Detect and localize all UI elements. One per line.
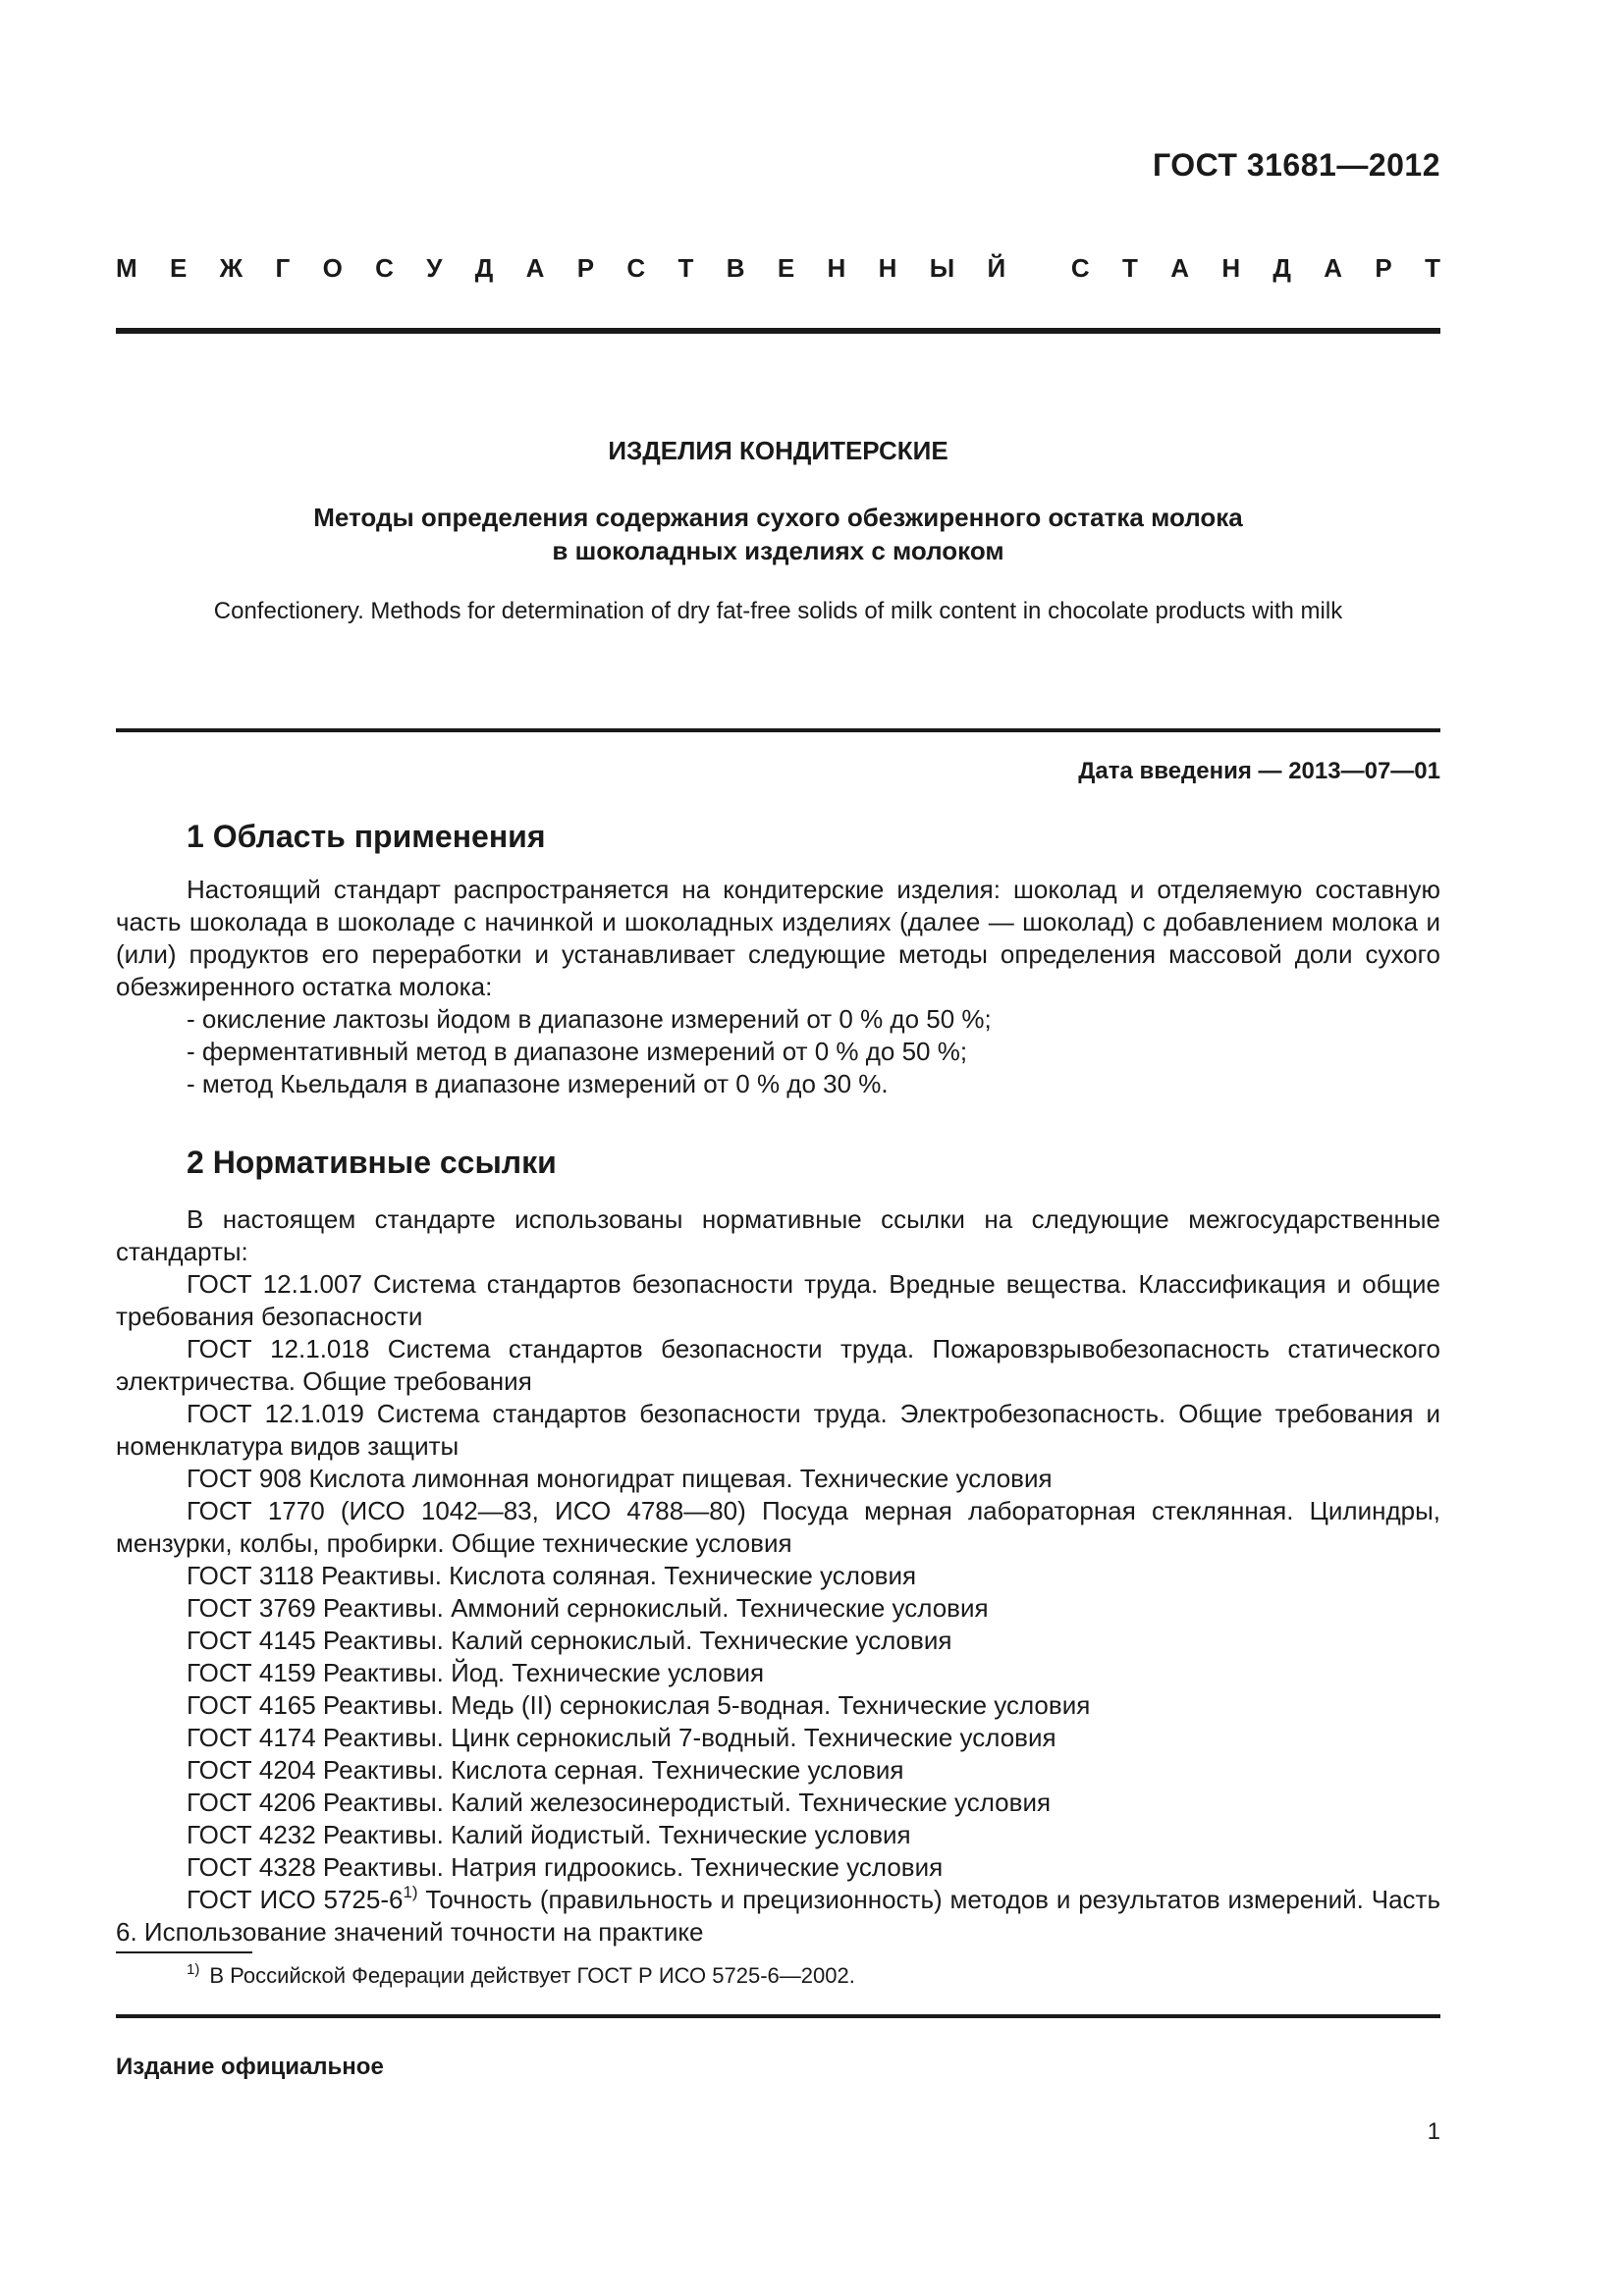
subtitle-line-2: в шоколадных изделиях с молоком [552, 536, 1004, 565]
heading-letter: Е [777, 253, 795, 283]
heading-letter: Р [576, 253, 595, 283]
english-title: Confectionery. Methods for determination of dry fat-free solids of milk content in chocolate products with milk [213, 598, 1343, 624]
reference-prefix: ГОСТ ИСО 5725-6 [187, 1885, 404, 1914]
footer-rule [116, 2014, 1440, 2018]
section-heading: 2 Нормативные ссылки [187, 1145, 557, 1180]
page-number: 1 [1427, 2118, 1440, 2145]
reference-item: ГОСТ 3769 Реактивы. Аммоний сернокислый. Технические условия [187, 1593, 989, 1623]
reference-item: ГОСТ 4206 Реактивы. Калий железосинеродистый. Технические условия [187, 1788, 1052, 1817]
reference-item: ГОСТ 12.1.019 Система стандартов безопасности труда. Электробезопасность. Общие требования и номенклатура видов защиты [116, 1399, 1440, 1461]
reference-item: ГОСТ 3118 Реактивы. Кислота соляная. Технические условия [187, 1561, 917, 1590]
reference-item: ГОСТ 12.1.007 Система стандартов безопасности труда. Вредные вещества. Классификация и общие требования безопасности [116, 1269, 1440, 1331]
reference-item: ГОСТ 4165 Реактивы. Медь (II) сернокислая 5-водная. Технические условия [187, 1690, 1091, 1720]
footnote-mark: 1) [187, 1961, 200, 1978]
footnote [187, 1961, 855, 1989]
heading-letter: Ы [929, 253, 955, 283]
heading-letter: Н [878, 253, 897, 283]
reference-item-last [116, 1884, 1440, 1949]
scope-paragraph: Настоящий стандарт распространяется на кондитерские изделия: шоколад и отделяемую составную часть шоколада в шоколаде с начинкой и шоколадных изделиях (далее — шоколад) с добавлением молока и (или) продуктов его переработки и устанавливает следующие методы определения массовой доли сухого обезжиренного остатка молока: [116, 875, 1440, 1001]
reference-item: ГОСТ 12.1.018 Система стандартов безопасности труда. Пожаровзрывобезопасность статического электричества. Общие требования [116, 1334, 1440, 1396]
reference-rest: Точность (правильность и прецизионность) методов и результатов измерений. Часть 6. Использование значений точности на практике [116, 1885, 1440, 1947]
heading-letter: Ж [219, 253, 244, 283]
heading-letter: Д [1272, 253, 1291, 283]
document-subtitle [116, 501, 1440, 567]
document-title: ИЗДЕЛИЯ КОНДИТЕРСКИЕ [608, 436, 948, 465]
heading-letter: Р [1375, 253, 1392, 283]
heading-letter: М [116, 253, 137, 283]
heading-letter: В [726, 253, 745, 283]
reference-item: ГОСТ 4159 Реактивы. Йод. Технические условия [187, 1658, 765, 1687]
heading-letter: Г [275, 253, 291, 283]
heading-letter: А [1324, 253, 1343, 283]
heading-letter: Т [1121, 253, 1138, 283]
heading-letter: Н [827, 253, 846, 283]
list-item: - метод Кьельдаля в диапазоне измерений от 0 % до 30 %. [187, 1069, 889, 1098]
title-rule [116, 728, 1440, 732]
reference-item: ГОСТ 4174 Реактивы. Цинк сернокислый 7-водный. Технические условия [187, 1723, 1056, 1752]
heading-letter: У [426, 253, 443, 283]
heading-letter: С [1070, 253, 1090, 283]
section-scope [116, 817, 1440, 1100]
introduction-date: Дата введения — 2013—07—01 [1078, 758, 1440, 784]
heading-letter: А [1170, 253, 1189, 283]
references-intro: В настоящем стандарте использованы нормативные ссылки на следующие межгосударственные стандарты: [116, 1204, 1440, 1266]
list-item: - окисление лактозы йодом в диапазоне измерений от 0 % до 50 %; [187, 1004, 992, 1034]
reference-item: ГОСТ 908 Кислота лимонная моногидрат пищевая. Технические условия [187, 1464, 1053, 1493]
heading-letter: Д [474, 253, 494, 283]
heading-letter: О [322, 253, 343, 283]
heading-letter: Й [987, 253, 1006, 283]
document-number: ГОСТ 31681—2012 [1152, 147, 1440, 183]
reference-item: ГОСТ 4204 Реактивы. Кислота серная. Технические условия [187, 1755, 904, 1785]
reference-item: ГОСТ 4328 Реактивы. Натрия гидроокись. Технические условия [187, 1852, 944, 1882]
footnote-reference: 1) [403, 1883, 418, 1901]
reference-item: ГОСТ 4232 Реактивы. Калий йодистый. Технические условия [187, 1820, 911, 1849]
heading-letter: А [525, 253, 545, 283]
edition-label: Издание официальное [116, 2054, 384, 2080]
subtitle-line-1: Методы определения содержания сухого обезжиренного остатка молока [313, 503, 1243, 532]
heading-letter: Т [677, 253, 694, 283]
reference-item: ГОСТ 1770 (ИСО 1042—83, ИСО 4788—80) Посуда мерная лабораторная стеклянная. Цилиндры, мензурки, колбы, пробирки. Общие технические условия [116, 1496, 1440, 1558]
heading-letter: Е [170, 253, 188, 283]
list-item: - ферментативный метод в диапазоне измерений от 0 % до 50 %; [187, 1037, 968, 1066]
standard-type-heading [116, 253, 1440, 284]
section-references [116, 1143, 1440, 1949]
reference-item: ГОСТ 4145 Реактивы. Калий сернокислый. Технические условия [187, 1626, 952, 1655]
heading-letter: С [375, 253, 394, 283]
section-heading: 1 Область применения [187, 819, 546, 854]
header-rule [116, 328, 1440, 334]
heading-letter: Т [1425, 253, 1440, 283]
footnote-text: В Российской Федерации действует ГОСТ Р ИСО 5725-6—2002. [209, 1963, 855, 1988]
heading-letter: Н [1221, 253, 1241, 283]
footnote-rule [116, 1951, 252, 1953]
heading-letter: С [626, 253, 646, 283]
